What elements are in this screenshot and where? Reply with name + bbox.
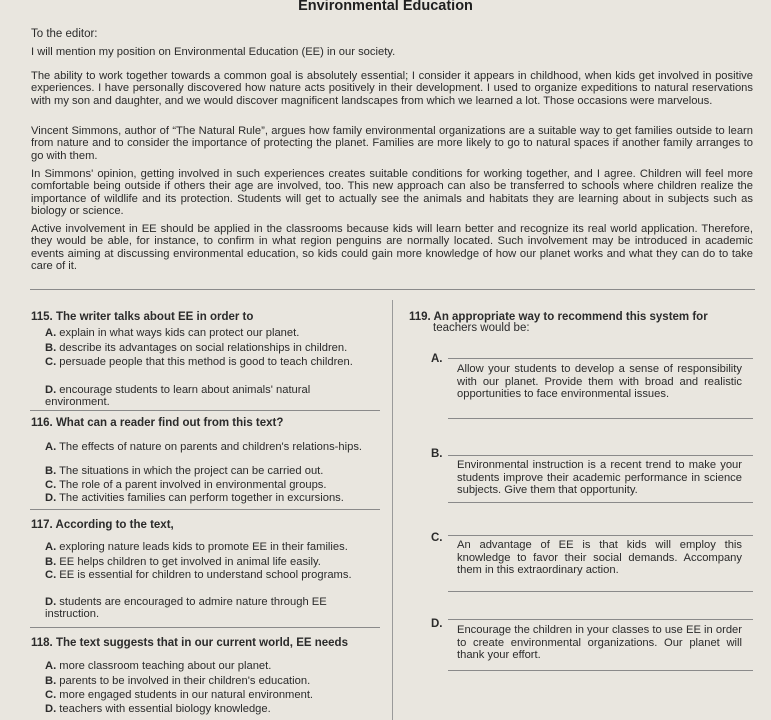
q115-option-d[interactable]: D. encourage students to learn about animals' natural environment. bbox=[45, 384, 311, 409]
q119-label-d: D. bbox=[431, 618, 443, 630]
paragraph-5: Active involvement in EE should be applied in the classrooms because kids will learn better and recognize its real world application. Therefore, they would be able, for instance, to confirm in what region penguins are normally located. Such involvement may be introduced in academic events aiming at discussing environmental education, so kids could gain more knowledge of how our planet works and what they can do to take care of it. bbox=[31, 223, 753, 272]
q117-divider bbox=[30, 627, 380, 628]
page-title: Environmental Education bbox=[298, 0, 473, 14]
question-118-stem: 118. The text suggests that in our current world, EE needs bbox=[31, 637, 348, 649]
q119-option-a[interactable]: Allow your students to develop a sense of responsibility with our planet. Provide them with broad and realistic opportunities to face environmental issues. bbox=[457, 363, 742, 401]
q119-a-bottom-rule bbox=[448, 418, 753, 419]
q116-option-a[interactable]: A. The effects of nature on parents and children's relations-hips. bbox=[45, 441, 363, 453]
column-divider bbox=[392, 300, 393, 720]
q118-option-d[interactable]: D. teachers with essential biology knowledge. bbox=[45, 703, 271, 715]
q115-option-a[interactable]: A. explain in what ways kids can protect our planet. bbox=[45, 327, 300, 339]
q119-b-top-rule bbox=[448, 455, 753, 456]
q118-option-c[interactable]: C. more engaged students in our natural environment. bbox=[45, 689, 314, 701]
q115-option-c[interactable]: C. persuade people that this method is good to teach children. bbox=[45, 356, 353, 368]
question-115-stem: 115. The writer talks about EE in order to bbox=[31, 311, 254, 323]
q116-divider bbox=[30, 509, 380, 510]
paragraph-3: Vincent Simmons, author of “The Natural Rule”, argues how family environmental organizations are a suitable way to get families outside to learn from nature and to consider the importance of protecting the planet. Families are more likely to go to natural spaces if another family arranges to go with them. bbox=[31, 125, 753, 162]
q116-option-b[interactable]: B. The situations in which the project can be carried out. bbox=[45, 465, 324, 477]
q117-option-a[interactable]: A. exploring nature leads kids to promote EE in their families. bbox=[45, 541, 348, 553]
q117-option-c[interactable]: C. EE is essential for children to understand school programs. bbox=[45, 569, 352, 581]
q115-divider bbox=[30, 410, 380, 411]
q119-c-bottom-rule bbox=[448, 591, 753, 592]
paragraph-2: The ability to work together towards a common goal is absolutely essential; I consider it appears in childhood, when kids get involved in positive experiences. I have personally discovered how nature acts positively in their development. I used to organize expeditions to natural reservations with my son and daughter, and we would discover magnificent landscapes from which we learned a lot. Those occasions were marvelous. bbox=[31, 70, 753, 107]
q117-option-b[interactable]: B. EE helps children to get involved in animal life easily. bbox=[45, 556, 321, 568]
q119-b-bottom-rule bbox=[448, 502, 753, 503]
q119-a-top-rule bbox=[448, 358, 753, 359]
question-119-stem: 119. An appropriate way to recommend this system for bbox=[409, 311, 708, 323]
question-117-stem: 117. According to the text, bbox=[31, 519, 174, 531]
q119-c-top-rule bbox=[448, 535, 753, 536]
q119-option-d[interactable]: Encourage the children in your classes to use EE in order to create environmental organizations. Our planet will thank your effort. bbox=[457, 624, 742, 662]
q118-option-a[interactable]: A. more classroom teaching about our planet. bbox=[45, 660, 272, 672]
q119-label-c: C. bbox=[431, 532, 443, 544]
q119-label-a: A. bbox=[431, 353, 443, 365]
q118-option-b[interactable]: B. parents to be involved in their children's education. bbox=[45, 675, 311, 687]
q116-option-d[interactable]: D. The activities families can perform together in excursions. bbox=[45, 492, 344, 504]
q119-label-b: B. bbox=[431, 448, 443, 460]
q119-d-bottom-rule bbox=[448, 670, 753, 671]
passage-divider bbox=[30, 289, 755, 290]
q119-d-top-rule bbox=[448, 619, 753, 620]
q119-option-b[interactable]: Environmental instruction is a recent trend to make your students improve their academic performance in science subjects. Give them that opportunity. bbox=[457, 459, 742, 497]
salutation: To the editor: bbox=[31, 28, 98, 40]
question-116-stem: 116. What can a reader find out from this text? bbox=[31, 417, 284, 429]
q116-option-c[interactable]: C. The role of a parent involved in environmental groups. bbox=[45, 479, 327, 491]
paragraph-4: In Simmons' opinion, getting involved in such experiences creates suitable conditions for working together, and I agree. Children will feel more comfortable being outside if others their age are involved, too. This new approach can also be transferred to schools where children realize the importance of wildlife and its protection. Students will get to actually see the animals and habitats they are learning about in subjects such as biology or science. bbox=[31, 168, 753, 217]
paragraph-1: I will mention my position on Environmental Education (EE) in our society. bbox=[31, 46, 396, 58]
q119-option-c[interactable]: An advantage of EE is that kids will employ this knowledge to favor their social demands. Accompany them in this extraordinary action. bbox=[457, 539, 742, 577]
q117-option-d[interactable]: D. students are encouraged to admire nature through EE instruction. bbox=[45, 596, 327, 621]
q115-option-b[interactable]: B. describe its advantages on social relationships in children. bbox=[45, 342, 348, 354]
question-119-stem-cont: teachers would be: bbox=[433, 322, 530, 334]
